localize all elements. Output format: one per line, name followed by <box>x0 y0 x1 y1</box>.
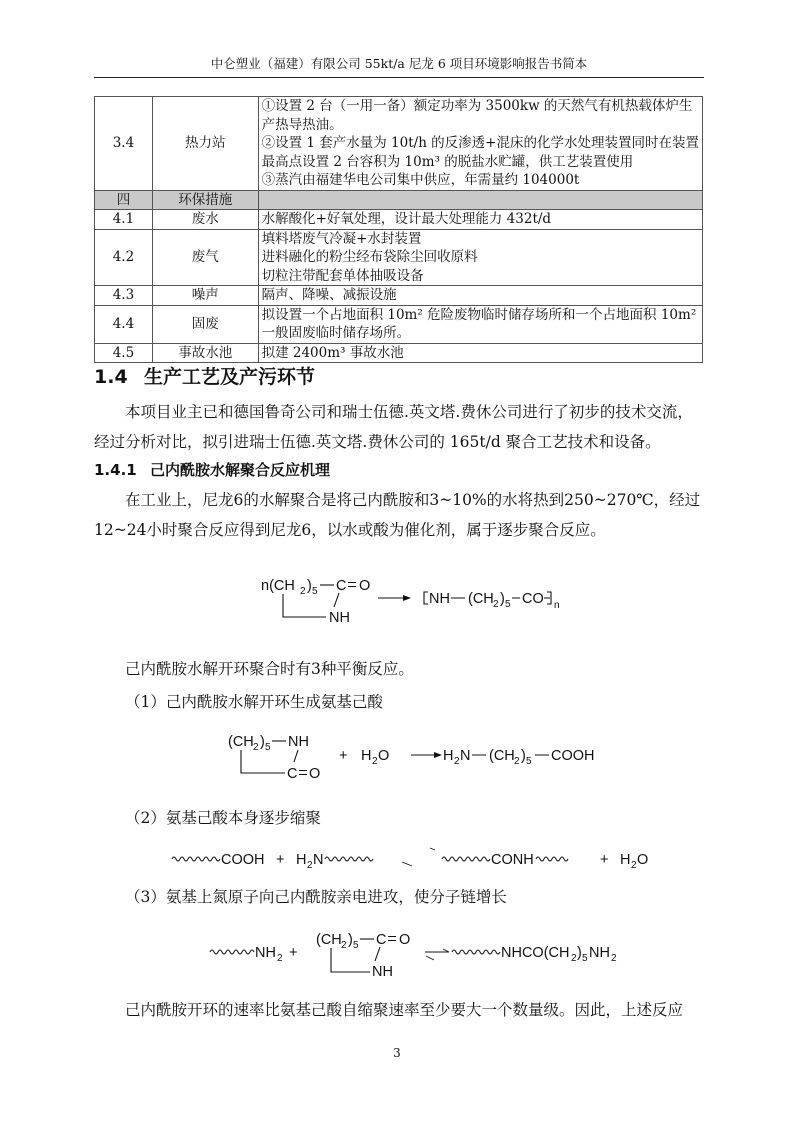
svg-text:2: 2 <box>611 953 617 964</box>
svg-text:H: H <box>443 748 454 764</box>
row-content: ①设置 2 台（一用一备）额定功率为 3500kw 的天然气有机热载体炉生 产热导热油。 ②设置 1 套产水量为 10t/h 的反渗透+混床的化学水处理装置同时在装置 最高点设置 2 台容积为 10m³ 的脱盐水贮罐，供工艺装置使用 ③蒸汽由福建华电公司集中供应，年需量约 104000t <box>258 97 702 191</box>
svg-text:2: 2 <box>372 756 378 767</box>
svg-text:2: 2 <box>571 953 577 964</box>
svg-text:+: + <box>600 852 609 868</box>
overall-polymerization-equation <box>223 560 605 632</box>
svg-text:CO: CO <box>522 591 544 607</box>
svg-text:2: 2 <box>253 742 259 753</box>
svg-text:H: H <box>620 852 631 868</box>
svg-text:n(CH: n(CH <box>261 578 295 594</box>
svg-text:H: H <box>296 852 307 868</box>
svg-text:COOH: COOH <box>551 748 595 764</box>
svg-text:N: N <box>460 748 471 764</box>
svg-text:O: O <box>399 932 411 948</box>
mechanism-paragraph: 在工业上，尼龙6的水解聚合是将己内酰胺和3~10%的水将热到250~270℃，经过12~24小时聚合反应得到尼龙6，以水或酸为催化剂，属于逐步聚合反应。 <box>94 491 701 539</box>
svg-text:5: 5 <box>353 940 359 951</box>
table-row <box>95 97 703 191</box>
svg-text:): ) <box>260 734 265 750</box>
svg-text:): ) <box>307 578 312 594</box>
page-number: 3 <box>393 1046 401 1060</box>
svg-text:2: 2 <box>277 953 283 964</box>
svg-text:5: 5 <box>312 586 318 597</box>
table-row: 4.3 噪声 隔声、降噪、减振设施 <box>95 286 703 306</box>
section-heading-1-4: 1.4 生产工艺及产污环节 <box>94 366 316 388</box>
table-row: 4.1 废水 水解酸化+好氧处理，设计最大处理能力 432t/d <box>95 210 703 230</box>
svg-text:): ) <box>500 591 505 607</box>
page-header: 中仑塑业（福建）有限公司 55kt/a 尼龙 6 项目环境影响报告书简本 <box>94 54 704 78</box>
svg-text:NH: NH <box>288 734 309 750</box>
svg-text:5: 5 <box>265 742 271 753</box>
row-number: 3.4 <box>95 97 153 191</box>
svg-text:NH: NH <box>255 945 276 961</box>
svg-text:C: C <box>287 766 298 782</box>
svg-text:): ) <box>348 932 353 948</box>
svg-text:n: n <box>554 600 560 611</box>
table-row: 4.5 事故水池 拟建 2400m³ 事故水池 <box>95 343 703 363</box>
svg-text:O: O <box>378 748 390 764</box>
svg-text:5: 5 <box>505 599 511 610</box>
section-heading-1-4-1: 1.4.1 己内酰胺水解聚合反应机理 <box>94 461 331 479</box>
svg-text:C: C <box>336 578 347 594</box>
svg-text:(CH: (CH <box>316 932 342 948</box>
facility-table <box>94 96 703 363</box>
svg-text:NH: NH <box>429 591 450 607</box>
svg-text:): ) <box>521 748 526 764</box>
svg-text:NHCO(CH: NHCO(CH <box>501 945 570 961</box>
svg-text:H: H <box>361 748 372 764</box>
svg-text:2: 2 <box>514 756 520 767</box>
row-name: 热力站 <box>152 97 258 191</box>
step-1-label: （1）己内酰胺水解开环生成氨基己酸 <box>125 693 383 711</box>
svg-text:C: C <box>376 932 387 948</box>
svg-text:NH: NH <box>329 610 350 626</box>
svg-text:5: 5 <box>526 756 532 767</box>
svg-text:2: 2 <box>307 860 313 871</box>
svg-text:5: 5 <box>582 953 588 964</box>
svg-text:+: + <box>276 852 285 868</box>
rate-paragraph: 己内酰胺开环的速率比氨基己酸自缩聚速率至少要大一个数量级。因此，上述反应 <box>125 1001 684 1019</box>
svg-text:(CH: (CH <box>468 591 494 607</box>
svg-text:+: + <box>289 945 298 961</box>
step-2-label: （2）氨基己酸本身逐步缩聚 <box>125 809 321 827</box>
svg-text:(CH: (CH <box>489 748 515 764</box>
svg-text:2: 2 <box>300 586 306 597</box>
svg-text:): ) <box>577 945 582 961</box>
svg-text:N: N <box>313 852 324 868</box>
svg-text:2: 2 <box>454 756 460 767</box>
svg-text:COOH: COOH <box>221 852 265 868</box>
svg-text:O: O <box>359 578 371 594</box>
svg-text:+: + <box>339 748 348 764</box>
section-number: 四 <box>95 190 153 210</box>
intro-paragraph: 本项目业主已和德国鲁奇公司和瑞士伍德.英文塔.费休公司进行了初步的技术交流，经过分析对比，拟引进瑞士伍德.英文塔.费休公司的 165t/d 聚合工艺技术和设备。 <box>94 403 693 451</box>
svg-text:O: O <box>309 766 321 782</box>
section-name: 环保措施 <box>152 190 258 210</box>
table-row: 4.2 废气 填料塔废气冷凝+水封装置 进料融化的粉尘经布袋除尘回收原料 切粒注带配套单体抽吸设备 <box>95 229 703 286</box>
svg-text:2: 2 <box>341 940 347 951</box>
svg-text:(CH: (CH <box>228 734 254 750</box>
svg-text:NH: NH <box>589 945 610 961</box>
chain-growth-equation <box>204 920 650 986</box>
equilibrium-intro: 己内酰胺水解开环聚合时有3种平衡反应。 <box>125 660 414 678</box>
self-condensation-equation <box>166 840 664 876</box>
ring-opening-equation <box>219 722 607 790</box>
svg-text:CONH: CONH <box>491 852 534 868</box>
svg-text:2: 2 <box>493 599 499 610</box>
table-section-row <box>95 190 703 210</box>
svg-text:O: O <box>637 852 649 868</box>
svg-text:2: 2 <box>631 860 637 871</box>
step-3-label: （3）氨基上氮原子向己内酰胺亲电进攻，使分子链增长 <box>125 888 507 906</box>
table-row: 4.4 固废 拟设置一个占地面积 10m² 危险废物临时储存场所和一个占地面积 10m² 一般固废临时储存场所。 <box>95 305 703 343</box>
svg-text:NH: NH <box>372 964 393 980</box>
